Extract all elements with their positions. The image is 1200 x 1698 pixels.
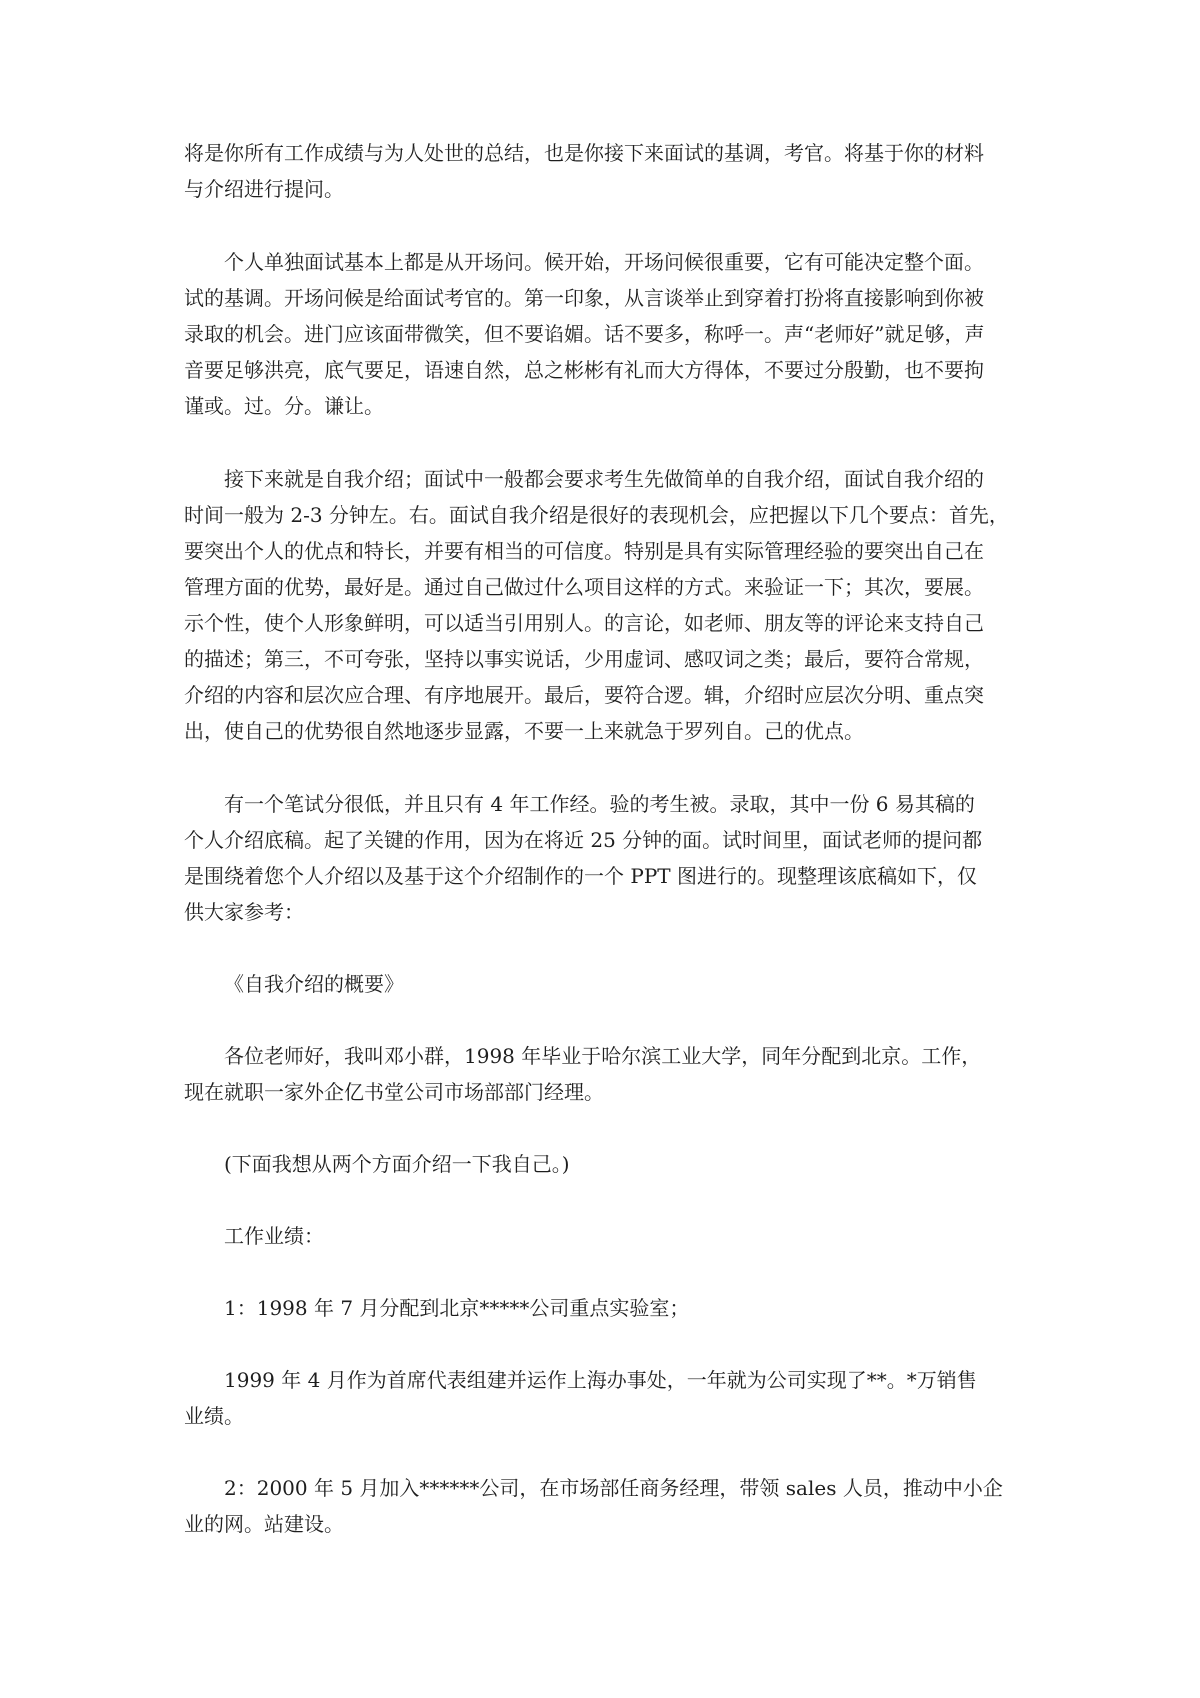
text-line: 个人介绍底稿。起了关键的作用，因为在将近 25 分钟的面。试时间里，面试老师的提问都 xyxy=(184,828,983,852)
paragraph-opening-greeting xyxy=(184,244,1024,424)
text-line: 《自我介绍的概要》 xyxy=(224,972,404,996)
text-line: 现在就职一家外企亿书堂公司市场部部门经理。 xyxy=(184,1080,604,1104)
text-line: 是围绕着您个人介绍以及基于这个介绍制作的一个 PPT 图进行的。现整理该底稿如下，仅 xyxy=(184,864,977,888)
text-line: 介绍的内容和层次应合理、有序地展开。最后，要符合逻。辑，介绍时应层次分明、重点突 xyxy=(184,683,984,707)
text-line: 业绩。 xyxy=(184,1404,244,1428)
paragraph-summary-intro xyxy=(184,135,1024,207)
text-line: 要突出个人的优点和特长，并要有相当的可信度。特别是具有实际管理经验的要突出自己在 xyxy=(184,539,984,563)
paragraph-self-introduction-tips xyxy=(184,461,1024,749)
section-heading-outline xyxy=(184,966,1024,1002)
text-line: 谨或。过。分。谦让。 xyxy=(184,394,384,418)
text-line: 试的基调。开场问候是给面试考官的。第一印象，从言谈举止到穿着打扮将直接影响到你被 xyxy=(184,286,984,310)
list-item-1999 xyxy=(184,1362,1024,1434)
text-line: 示个性，使个人形象鲜明，可以适当引用别人。的言论，如老师、朋友等的评论来支持自己 xyxy=(184,611,984,635)
text-line: 业的网。站建设。 xyxy=(184,1512,344,1536)
paragraph-greeting xyxy=(184,1038,1024,1110)
text-line: 的描述；第三，不可夸张，坚持以事实说话，少用虚词、感叹词之类；最后，要符合常规， xyxy=(184,647,984,671)
text-line: 与介绍进行提问。 xyxy=(184,177,344,201)
text-line: (下面我想从两个方面介绍一下我自己。) xyxy=(224,1152,570,1176)
document-page xyxy=(184,135,1024,1542)
text-line: 录取的机会。进门应该面带微笑，但不要谄媚。话不要多，称呼一。声“老师好”就足够，声 xyxy=(184,322,985,346)
text-line: 将是你所有工作成绩与为人处世的总结，也是你接下来面试的基调，考官。将基于你的材料 xyxy=(184,141,984,165)
list-item-1998 xyxy=(184,1290,1024,1326)
text-line: 个人单独面试基本上都是从开场问。候开始，开场问候很重要，它有可能决定整个面。 xyxy=(224,250,984,274)
text-line: 管理方面的优势，最好是。通过自己做过什么项目这样的方式。来验证一下；其次，要展。 xyxy=(184,575,984,599)
paragraph-two-aspects xyxy=(184,1146,1024,1182)
text-line: 时间一般为 2-3 分钟左。右。面试自我介绍是很好的表现机会，应把握以下几个要点：首先， xyxy=(184,503,1009,527)
text-line: 2：2000 年 5 月加入******公司，在市场部任商务经理，带领 sales 人员，推动中小企 xyxy=(224,1476,1003,1500)
section-heading-work-achievements xyxy=(184,1218,1024,1254)
list-item-2000 xyxy=(184,1470,1024,1542)
text-line: 1999 年 4 月作为首席代表组建并运作上海办事处，一年就为公司实现了**。*万销售 xyxy=(224,1368,977,1392)
text-line: 各位老师好，我叫邓小群，1998 年毕业于哈尔滨工业大学，同年分配到北京。工作， xyxy=(224,1044,982,1068)
text-line: 音要足够洪亮，底气要足，语速自然，总之彬彬有礼而大方得体，不要过分殷勤，也不要拘 xyxy=(184,358,984,382)
text-line: 1：1998 年 7 月分配到北京*****公司重点实验室； xyxy=(224,1296,690,1320)
text-line: 接下来就是自我介绍；面试中一般都会要求考生先做简单的自我介绍，面试自我介绍的 xyxy=(224,467,984,491)
text-line: 出，使自己的优势很自然地逐步显露，不要一上来就急于罗列自。己的优点。 xyxy=(184,719,864,743)
text-line: 工作业绩： xyxy=(224,1224,324,1248)
paragraph-example-story xyxy=(184,786,1024,930)
text-line: 有一个笔试分很低，并且只有 4 年工作经。验的考生被。录取，其中一份 6 易其稿的 xyxy=(224,792,975,816)
text-line: 供大家参考： xyxy=(184,900,304,924)
